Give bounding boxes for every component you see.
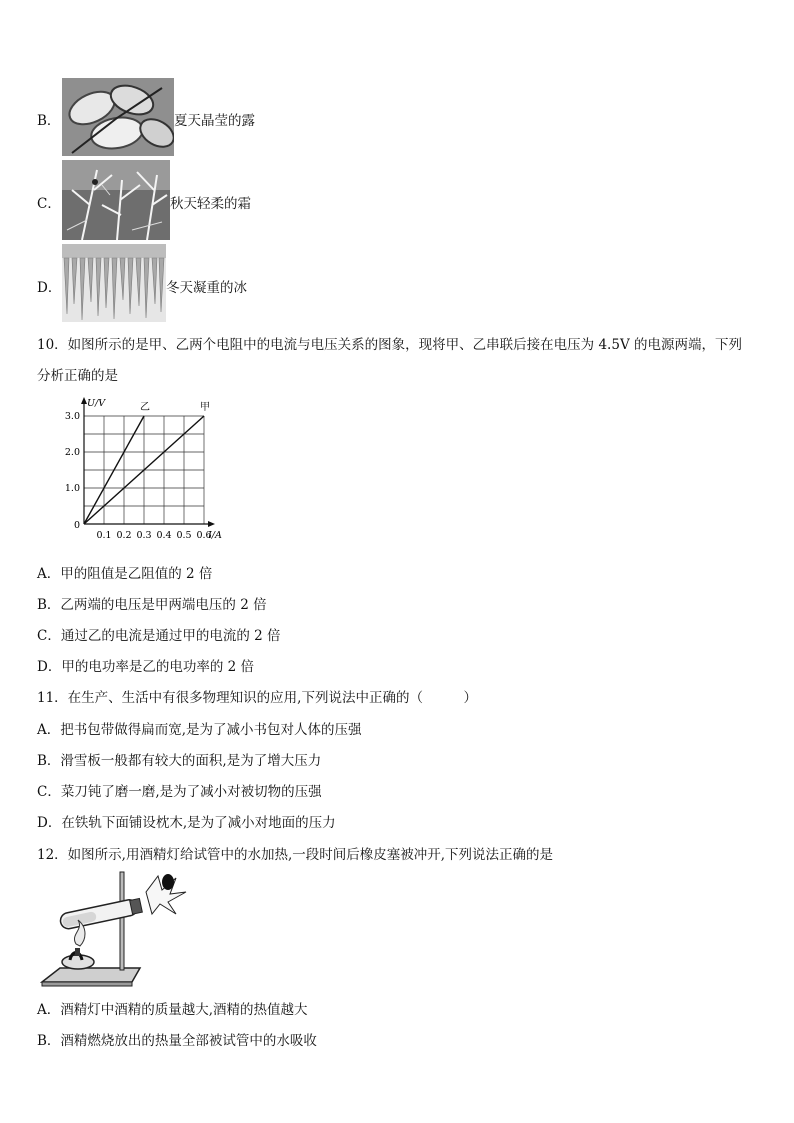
x-tick-label: 0.4 xyxy=(156,530,172,541)
series-label-0: 乙 xyxy=(140,402,150,413)
option-label: C． xyxy=(37,196,61,212)
frosted-branches-photo xyxy=(62,160,170,240)
q11-stem: 11．在生产、生活中有很多物理知识的应用,下列说法中正确的（ ） xyxy=(37,690,477,706)
x-tick-label: 0.3 xyxy=(136,530,152,541)
q10-chart xyxy=(60,392,230,542)
x-tick-label: 0.6 xyxy=(196,530,212,541)
option-label: D． xyxy=(37,280,62,296)
q10-option-d: D．甲的电功率是乙的电功率的 2 倍 xyxy=(37,659,254,675)
option-caption: 冬天凝重的冰 xyxy=(166,280,247,296)
q11-option-c: C．菜刀钝了磨一磨,是为了减小对被切物的压强 xyxy=(37,784,322,800)
y-axis-label: U/V xyxy=(87,398,106,409)
q10-stem-line1: 10．如图所示的是甲、乙两个电阻中的电流与电压关系的图象，现将甲、乙串联后接在电压为 4.5V 的电源两端，下列 xyxy=(37,337,742,353)
x-axis-arrow xyxy=(208,521,215,527)
q11-option-b: B．滑雪板一般都有较大的面积,是为了增大压力 xyxy=(37,753,322,769)
x-axis-label: I/A xyxy=(208,530,222,541)
x-tick-label: 0.5 xyxy=(176,530,192,541)
q10-option-c: C．通过乙的电流是通过甲的电流的 2 倍 xyxy=(37,628,281,644)
x-tick-label: 0.1 xyxy=(96,530,112,541)
q12-option-b: B．酒精燃烧放出的热量全部被试管中的水吸收 xyxy=(37,1033,317,1049)
icicles-photo xyxy=(62,244,166,322)
y-tick-label: 2.0 xyxy=(64,447,80,458)
q12-option-a: A．酒精灯中酒精的质量越大,酒精的热值越大 xyxy=(37,1002,308,1018)
q11-option-a: A．把书包带做得扁而宽,是为了减小书包对人体的压强 xyxy=(37,722,362,738)
x-tick-label: 0.2 xyxy=(116,530,132,541)
test-tube-heating-apparatus xyxy=(40,870,190,988)
option-caption: 秋天轻柔的霜 xyxy=(170,196,251,212)
option-label: B． xyxy=(37,113,61,129)
iu-graph xyxy=(60,392,230,542)
y-tick-label: 1.0 xyxy=(64,483,80,494)
q10-stem-line2: 分析正确的是 xyxy=(37,368,118,384)
option-caption: 夏天晶莹的露 xyxy=(174,113,255,129)
y-tick-label: 3.0 xyxy=(64,411,80,422)
q11-option-d: D．在铁轨下面铺设枕木,是为了减小对地面的压力 xyxy=(37,815,336,831)
leaves-with-dew-photo xyxy=(62,78,174,156)
q12-stem: 12．如图所示,用酒精灯给试管中的水加热,一段时间后橡皮塞被冲开,下列说法正确的是 xyxy=(37,847,554,863)
series-label-1: 甲 xyxy=(200,402,210,413)
origin-label: 0 xyxy=(74,520,81,531)
q10-option-b: B．乙两端的电压是甲两端电压的 2 倍 xyxy=(37,597,267,613)
q10-option-a: A．甲的阻值是乙阻值的 2 倍 xyxy=(37,566,213,582)
